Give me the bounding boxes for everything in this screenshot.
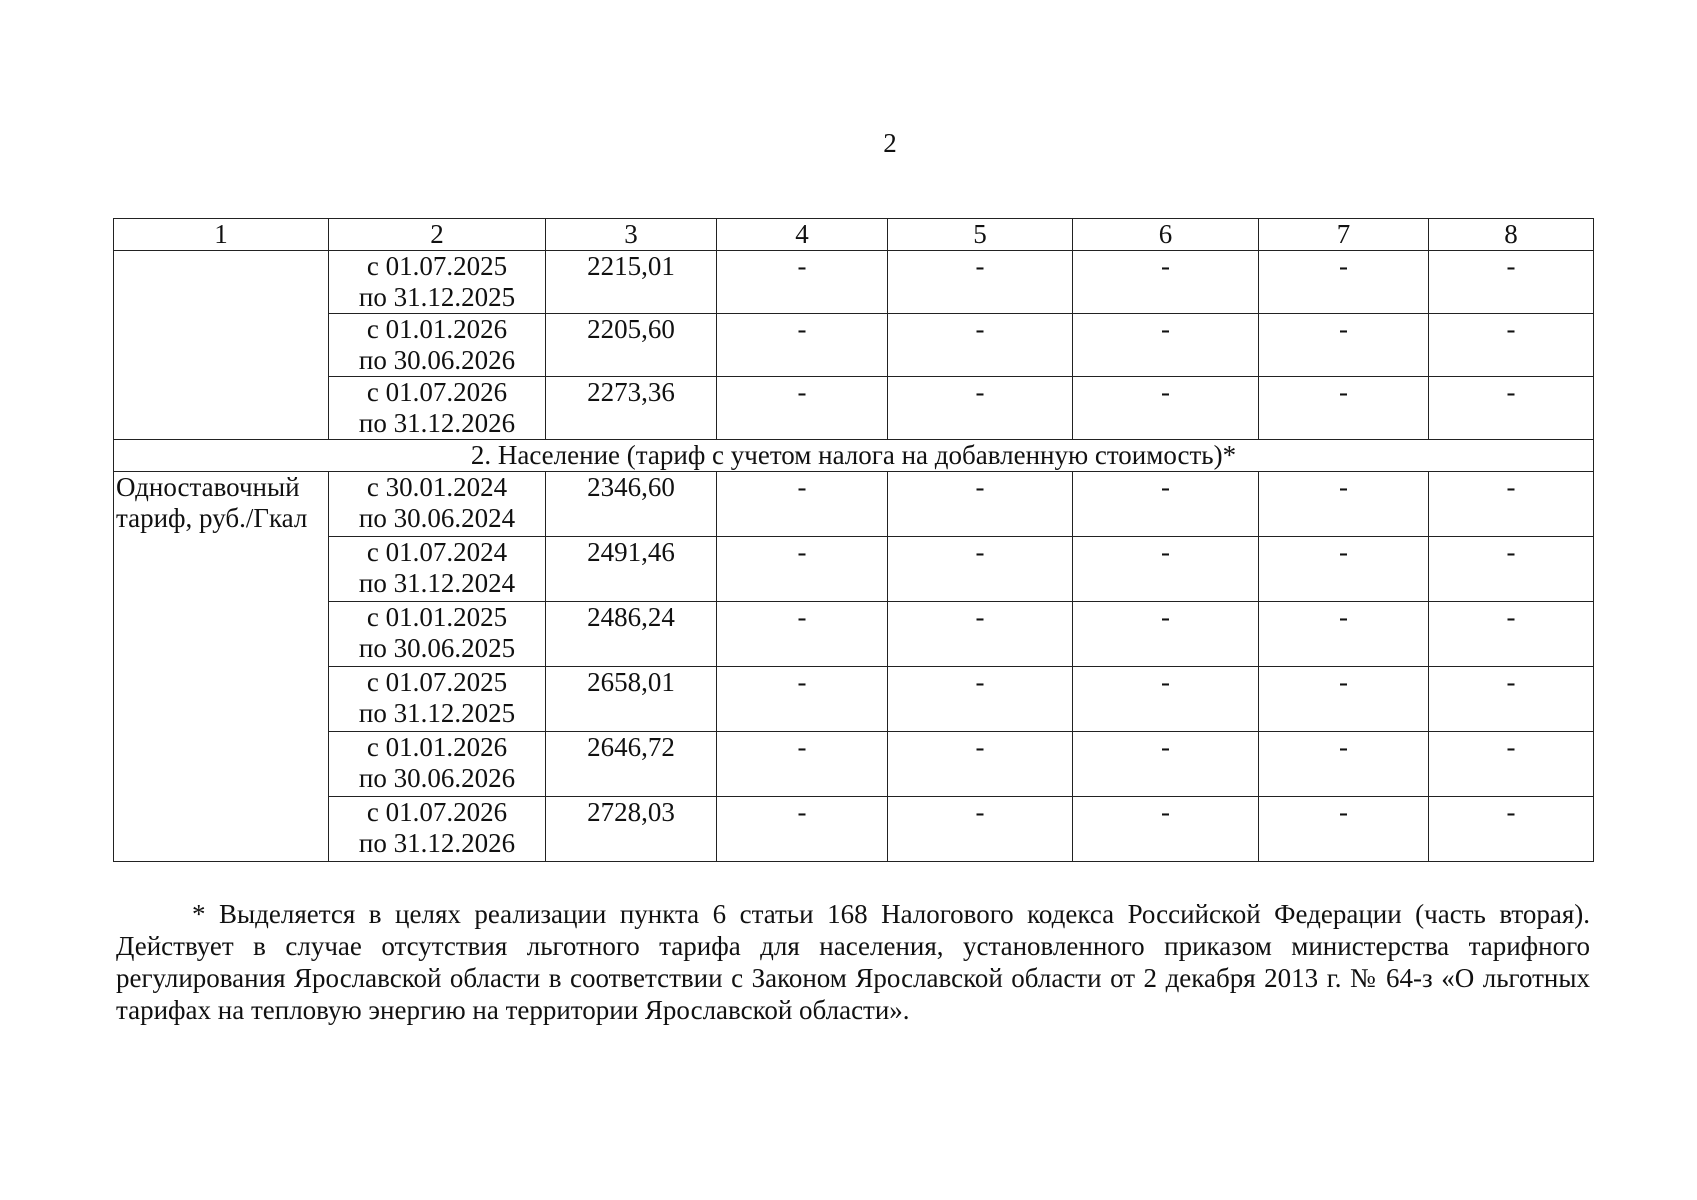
empty-value-cell: -: [1259, 732, 1429, 797]
empty-value-cell: -: [888, 472, 1073, 537]
period-to: по 31.12.2026: [358, 408, 516, 438]
period-cell: [329, 732, 546, 797]
table-row: [114, 472, 1594, 537]
empty-value-cell: -: [888, 602, 1073, 667]
empty-value-cell: -: [717, 602, 888, 667]
period-cell: [329, 472, 546, 537]
empty-value-cell: -: [888, 251, 1073, 314]
period-from: с 01.07.2026: [366, 797, 508, 827]
tariff-value-cell: 2205,60: [546, 314, 717, 377]
empty-value-cell: -: [1259, 797, 1429, 862]
category-cell-empty: [114, 251, 329, 440]
period-to: по 30.06.2024: [358, 503, 516, 533]
empty-value-cell: -: [888, 314, 1073, 377]
tariff-value-cell: 2728,03: [546, 797, 717, 862]
column-header: 2: [329, 219, 546, 251]
empty-value-cell: -: [1259, 314, 1429, 377]
period-cell: [329, 377, 546, 440]
empty-value-cell: -: [1429, 797, 1594, 862]
empty-value-cell: -: [717, 472, 888, 537]
empty-value-cell: -: [1429, 732, 1594, 797]
empty-value-cell: -: [888, 537, 1073, 602]
tariff-value-cell: 2491,46: [546, 537, 717, 602]
empty-value-cell: -: [1073, 667, 1259, 732]
empty-value-cell: -: [717, 732, 888, 797]
empty-value-cell: -: [1073, 732, 1259, 797]
category-label-line: тариф, руб./Гкал: [116, 503, 308, 533]
empty-value-cell: -: [717, 667, 888, 732]
period-to: по 31.12.2024: [358, 568, 516, 598]
section-title-row: [114, 440, 1594, 472]
table-row: [114, 377, 1594, 440]
tariff-value-cell: 2658,01: [546, 667, 717, 732]
table-row: [114, 732, 1594, 797]
empty-value-cell: -: [1429, 667, 1594, 732]
column-header: 4: [717, 219, 888, 251]
column-header: 1: [114, 219, 329, 251]
period-from: с 01.07.2024: [366, 537, 508, 567]
table-row: [114, 602, 1594, 667]
empty-value-cell: -: [1429, 537, 1594, 602]
period-to: по 30.06.2026: [358, 763, 516, 793]
table-row: [114, 251, 1594, 314]
empty-value-cell: -: [1259, 472, 1429, 537]
empty-value-cell: -: [717, 537, 888, 602]
empty-value-cell: -: [1429, 314, 1594, 377]
period-cell: [329, 602, 546, 667]
period-from: с 01.07.2025: [366, 667, 508, 697]
period-cell: [329, 797, 546, 862]
period-from: с 01.07.2026: [366, 377, 508, 407]
empty-value-cell: -: [1073, 797, 1259, 862]
page-number: 2: [883, 128, 897, 158]
period-from: с 01.01.2026: [366, 732, 508, 762]
period-from: с 01.01.2026: [366, 314, 508, 344]
period-from: с 01.01.2025: [366, 602, 508, 632]
empty-value-cell: -: [1073, 377, 1259, 440]
tariff-value-cell: 2646,72: [546, 732, 717, 797]
tariff-value-cell: 2486,24: [546, 602, 717, 667]
column-header: 6: [1073, 219, 1259, 251]
empty-value-cell: -: [1429, 602, 1594, 667]
table-row: [114, 537, 1594, 602]
column-header: 3: [546, 219, 717, 251]
empty-value-cell: -: [1073, 537, 1259, 602]
footnote: * Выделяется в целях реализации пункта 6 статьи 168 Налогового кодекса Российской Федерации (часть вторая). Действует в случае отсутствия льготного тарифа для населения, установленного приказом министерства тарифного регулирования Ярославской области в соответствии с Законом Ярославской области от 2 декабря 2013 г. № 64-з «О льготных тарифах на тепловую энергию на территории Ярославской области».: [116, 899, 1590, 1025]
empty-value-cell: -: [1073, 602, 1259, 667]
empty-value-cell: -: [1429, 251, 1594, 314]
tariff-table: [113, 218, 1594, 862]
empty-value-cell: -: [1259, 602, 1429, 667]
column-header: 5: [888, 219, 1073, 251]
column-header: 7: [1259, 219, 1429, 251]
empty-value-cell: -: [1259, 377, 1429, 440]
table-row: [114, 797, 1594, 862]
period-to: по 31.12.2025: [358, 698, 516, 728]
table-body: [114, 219, 1594, 862]
period-cell: [329, 667, 546, 732]
tariff-value-cell: 2273,36: [546, 377, 717, 440]
period-from: с 30.01.2024: [366, 472, 508, 502]
empty-value-cell: -: [717, 377, 888, 440]
section-title: 2. Население (тариф с учетом налога на добавленную стоимость)*: [114, 440, 1594, 472]
empty-value-cell: -: [888, 667, 1073, 732]
empty-value-cell: -: [717, 797, 888, 862]
column-header: 8: [1429, 219, 1594, 251]
period-to: по 31.12.2025: [358, 282, 516, 312]
category-label-line: Одноставочный: [116, 472, 300, 502]
column-header-row: [114, 219, 1594, 251]
empty-value-cell: -: [888, 732, 1073, 797]
empty-value-cell: -: [717, 251, 888, 314]
empty-value-cell: -: [1259, 667, 1429, 732]
empty-value-cell: -: [1259, 251, 1429, 314]
empty-value-cell: -: [888, 377, 1073, 440]
period-cell: [329, 251, 546, 314]
period-cell: [329, 314, 546, 377]
empty-value-cell: -: [1429, 377, 1594, 440]
period-cell: [329, 537, 546, 602]
period-to: по 30.06.2025: [358, 633, 516, 663]
table-row: [114, 314, 1594, 377]
period-to: по 30.06.2026: [358, 345, 516, 375]
tariff-value-cell: 2346,60: [546, 472, 717, 537]
empty-value-cell: -: [1073, 251, 1259, 314]
empty-value-cell: -: [717, 314, 888, 377]
empty-value-cell: -: [1429, 472, 1594, 537]
period-to: по 31.12.2026: [358, 828, 516, 858]
empty-value-cell: -: [1073, 472, 1259, 537]
empty-value-cell: -: [1259, 537, 1429, 602]
category-cell: [114, 472, 329, 862]
empty-value-cell: -: [888, 797, 1073, 862]
tariff-value-cell: 2215,01: [546, 251, 717, 314]
period-from: с 01.07.2025: [366, 251, 508, 281]
empty-value-cell: -: [1073, 314, 1259, 377]
table-row: [114, 667, 1594, 732]
